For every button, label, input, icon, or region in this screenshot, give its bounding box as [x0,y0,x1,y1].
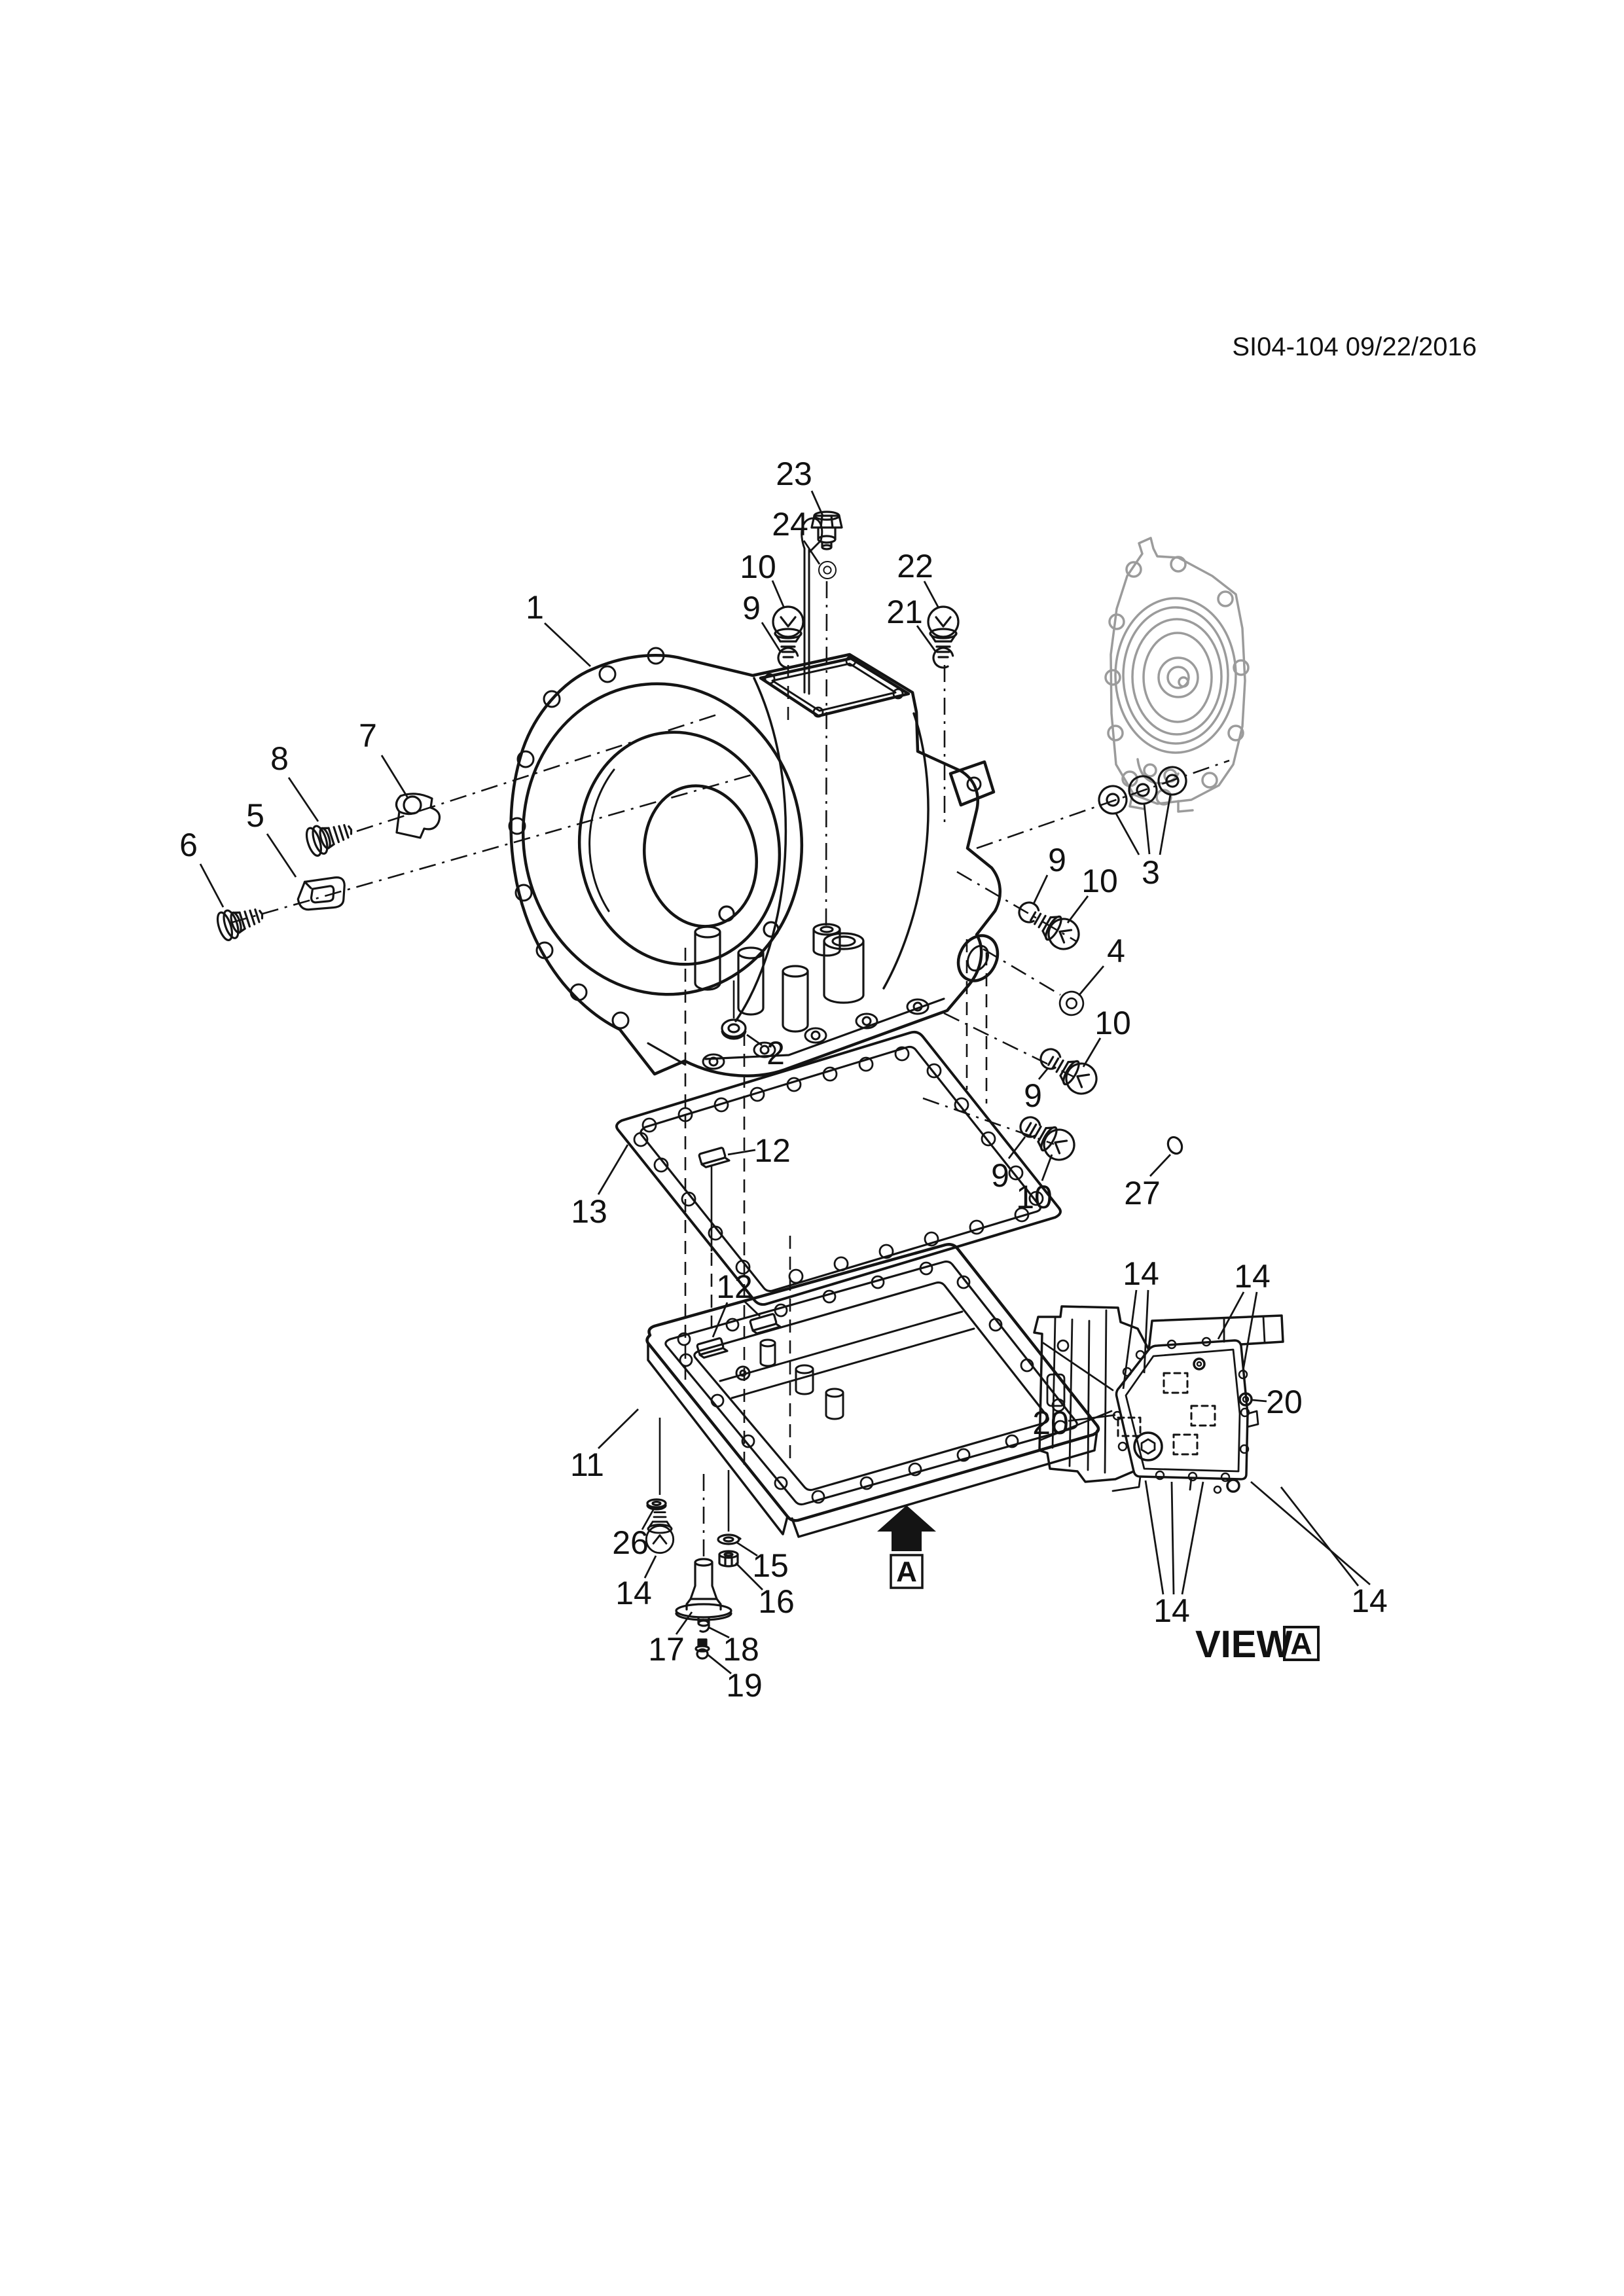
callout-layer [179,456,1388,1704]
guide-line-dashdot [230,775,751,923]
callout-10: 10 [740,548,776,585]
callout-10: 10 [1081,863,1118,899]
callout-20: 20 [1032,1405,1069,1441]
callout-5: 5 [246,797,264,834]
leader-line [1150,1155,1170,1176]
small-parts-layer [215,512,1189,1659]
leader-line [1146,1480,1163,1594]
guide-line-dashdot [826,581,827,925]
part-lock-washer-15 [718,1535,740,1544]
leader-line [1079,966,1104,996]
callout-1: 1 [526,589,544,626]
converter-housing-ghost-drawing [1106,538,1248,812]
part-seal-ring-24 [819,562,836,579]
part-nut-16 [719,1551,738,1566]
leader-line [1083,1038,1100,1067]
leader-line [728,1150,755,1155]
part-bolt-8 [304,816,355,857]
callout-20: 20 [1266,1384,1303,1420]
view-a-caption [1195,1623,1318,1666]
view-title: VIEW [1195,1623,1293,1666]
callout-27: 27 [1124,1175,1161,1211]
part-strainer-17 [676,1559,731,1626]
callout-22: 22 [897,548,933,584]
part-pin-27 [1165,1135,1184,1156]
leader-line [545,623,590,666]
view-a-bottom-view-drawing [1034,1306,1283,1493]
callout-14: 14 [1153,1592,1190,1629]
callout-9: 9 [742,590,761,626]
leader-line [598,1409,638,1448]
arrow-ref-letter: A [896,1556,917,1588]
callout-10: 10 [1094,1005,1131,1041]
leader-line [1251,1482,1370,1585]
leader-line [382,755,408,798]
leader-line [1116,814,1139,855]
callout-13: 13 [571,1193,607,1230]
callout-9: 9 [1048,842,1066,878]
callout-14: 14 [1351,1583,1388,1619]
callout-11: 11 [570,1446,604,1483]
doc-code: SI04-104 09/22/2016 [1232,332,1477,361]
callout-9: 9 [1024,1077,1042,1114]
callout-10: 10 [1016,1179,1053,1215]
callout-12: 12 [754,1132,791,1169]
leader-line [1218,1292,1244,1339]
part-bolt-22 [928,607,958,657]
callout-16: 16 [758,1583,795,1620]
guide-line-dashdot [983,949,1060,995]
callout-12: 12 [716,1268,753,1305]
leader-line [1172,1482,1174,1594]
callout-26: 26 [612,1524,649,1561]
leader-line [1034,875,1047,904]
leader-line [1252,1400,1267,1401]
view-ref-letter: A [1290,1626,1312,1660]
leader-line [1243,1292,1257,1371]
leader-line [812,491,823,516]
callout-24: 24 [772,506,808,543]
leader-line [267,834,296,877]
callout-9: 9 [991,1157,1009,1194]
leader-line [747,1035,762,1045]
callout-6: 6 [179,827,198,863]
callout-14: 14 [615,1575,652,1611]
leader-line [1144,1290,1148,1373]
guide-line-layer [230,581,1229,1560]
part-clamp-5 [293,870,350,918]
part-magnet-12 [699,1147,729,1168]
leader-line [200,864,223,907]
part-plug-19 [696,1640,709,1659]
part-washer-2 [722,1020,746,1039]
guide-line-dashdot [977,761,1229,848]
leader-line [289,778,318,821]
leader-line [1281,1487,1358,1586]
callout-18: 18 [723,1631,759,1668]
callout-19: 19 [726,1667,763,1704]
callout-15: 15 [752,1547,789,1584]
leader-line [924,581,939,608]
view-a-arrow [877,1505,936,1588]
leader-line [1144,804,1149,854]
leader-line [1042,1155,1052,1181]
oil-pan-drawing [647,1244,1098,1537]
callout-8: 8 [270,740,289,777]
leader-line [598,1145,628,1194]
part-bolt-10 [1043,1048,1102,1099]
callout-21: 21 [886,594,923,630]
callout-14: 14 [1234,1258,1271,1295]
callout-7: 7 [359,717,377,754]
part-sensor-23 [812,512,842,549]
leader-line [1182,1482,1203,1594]
callout-17: 17 [648,1631,685,1668]
part-bolt-10 [773,607,803,657]
callout-2: 2 [767,1035,785,1071]
callout-14: 14 [1123,1255,1159,1292]
callout-23: 23 [776,456,812,492]
leader-line [1068,896,1088,923]
part-washer-3 [1096,783,1129,816]
callout-3: 3 [1142,854,1160,891]
callout-4: 4 [1107,933,1125,969]
